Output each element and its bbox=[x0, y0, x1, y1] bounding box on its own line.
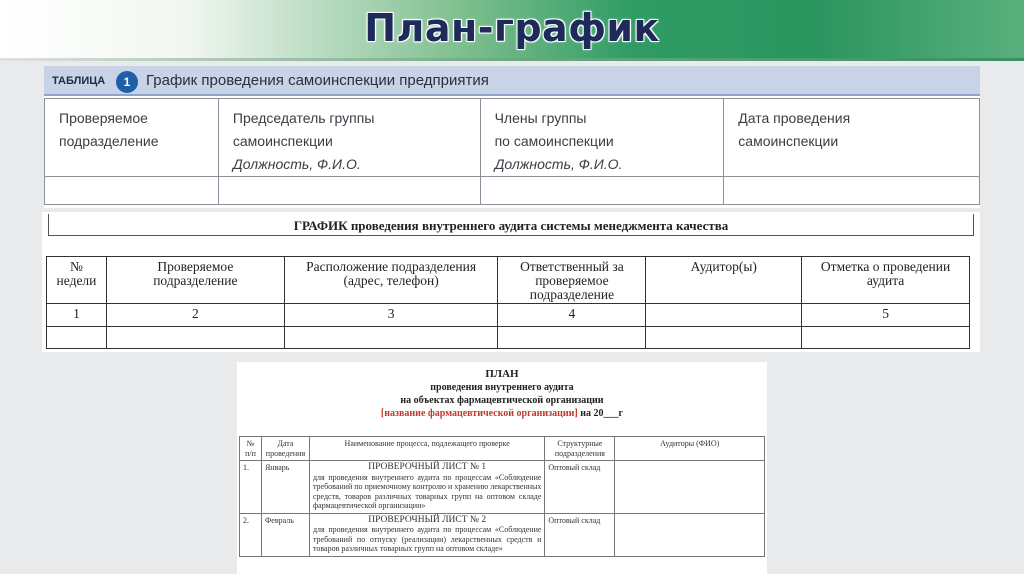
column-number: 5 bbox=[802, 304, 970, 327]
header-cell: Аудитор(ы) bbox=[646, 257, 802, 304]
empty-cell bbox=[47, 327, 107, 349]
empty-cell bbox=[106, 327, 284, 349]
empty-cell bbox=[45, 177, 219, 205]
self-inspection-table bbox=[44, 98, 980, 205]
table-row bbox=[45, 177, 980, 205]
qms-audit-schedule-panel bbox=[42, 212, 980, 352]
column-number: 3 bbox=[284, 304, 498, 327]
row-auditors bbox=[615, 461, 765, 514]
schedule-title: ГРАФИК проведения внутреннего аудита системы менеджмента качества bbox=[48, 214, 974, 236]
pharmacy-audit-plan-panel bbox=[237, 362, 767, 574]
column-number: 4 bbox=[498, 304, 646, 327]
header-cell: Проверяемое подразделение bbox=[106, 257, 284, 304]
row-process bbox=[309, 461, 544, 514]
header-cell: Аудиторы (ФИО) bbox=[615, 437, 765, 461]
column-number-row bbox=[47, 304, 970, 327]
table-tag: ТАБЛИЦА bbox=[52, 75, 106, 87]
table-caption: График проведения самоинспекции предприятия bbox=[146, 72, 489, 89]
empty-cell bbox=[802, 327, 970, 349]
empty-cell bbox=[480, 177, 724, 205]
empty-cell bbox=[724, 177, 980, 205]
empty-cell bbox=[284, 327, 498, 349]
empty-cell bbox=[218, 177, 480, 205]
plan-org-line bbox=[237, 408, 767, 419]
header-cell: Расположение подразделения (адрес, телефон) bbox=[284, 257, 498, 304]
plan-subtitle: проведения внутреннего аудита bbox=[430, 382, 574, 393]
plan-year: на 20___г bbox=[577, 408, 624, 419]
slide-title: План-график bbox=[364, 6, 660, 50]
row-unit: Оптовый склад bbox=[545, 461, 615, 514]
row-date: Февраль bbox=[261, 513, 309, 556]
header-cell: № недели bbox=[47, 257, 107, 304]
table-caption-bar bbox=[44, 66, 980, 96]
audit-plan-table bbox=[239, 436, 765, 557]
checklist-body: для проведения внутреннего аудита по процессам «Соблюдение требований по приемочному контролю и хранению лекарственных средств, товаров различных товарных групп на оптовом складе фармацевтической организации» bbox=[312, 472, 542, 510]
header-cell: Дата проведения bbox=[261, 437, 309, 461]
table-row bbox=[240, 513, 765, 556]
column-number bbox=[646, 304, 802, 327]
table-header-row bbox=[240, 437, 765, 461]
table-number-badge: 1 bbox=[116, 71, 138, 93]
row-number: 1. bbox=[240, 461, 262, 514]
table-header-row bbox=[45, 99, 980, 177]
checklist-title: ПРОВЕРОЧНЫЙ ЛИСТ № 2 bbox=[368, 514, 487, 525]
checklist-title: ПРОВЕРОЧНЫЙ ЛИСТ № 1 bbox=[368, 462, 487, 472]
header-cell: Отметка о проведении аудита bbox=[802, 257, 970, 304]
table-row bbox=[240, 461, 765, 514]
self-inspection-table-panel bbox=[44, 66, 980, 208]
row-auditors bbox=[615, 513, 765, 556]
row-unit: Оптовый склад bbox=[545, 513, 615, 556]
header-cell: Проверяемое подразделение bbox=[45, 99, 219, 177]
header-cell: № п/п bbox=[240, 437, 262, 461]
header-cell: Ответственный за проверяемое подразделение bbox=[498, 257, 646, 304]
column-number: 1 bbox=[47, 304, 107, 327]
table-header-row bbox=[47, 257, 970, 304]
audit-schedule-table bbox=[46, 256, 970, 349]
header-cell: Дата проведения самоинспекции bbox=[724, 99, 980, 177]
header-cell: Председатель группы самоинспекции Должность, Ф.И.О. bbox=[218, 99, 480, 177]
column-number: 2 bbox=[106, 304, 284, 327]
header-cell: Структурные подразделения bbox=[545, 437, 615, 461]
header-cell: Члены группы по самоинспекции Должность, Ф.И.О. bbox=[480, 99, 724, 177]
org-placeholder: [название фармацевтической организации] bbox=[380, 408, 578, 419]
table-row bbox=[47, 327, 970, 349]
row-number: 2. bbox=[240, 513, 262, 556]
row-process bbox=[309, 513, 544, 556]
header-cell: Наименование процесса, подлежащего проверке bbox=[309, 437, 544, 461]
plan-subtitle: на объектах фармацевтической организации bbox=[400, 395, 604, 406]
checklist-body: для проведения внутреннего аудита по процессам «Соблюдение требований по отпуску (реализации) лекарственных средств и товаров различных товарных групп на оптовом складе» bbox=[312, 525, 542, 553]
empty-cell bbox=[646, 327, 802, 349]
empty-cell bbox=[498, 327, 646, 349]
plan-title: ПЛАН bbox=[485, 368, 519, 380]
row-date: Январь bbox=[261, 461, 309, 514]
